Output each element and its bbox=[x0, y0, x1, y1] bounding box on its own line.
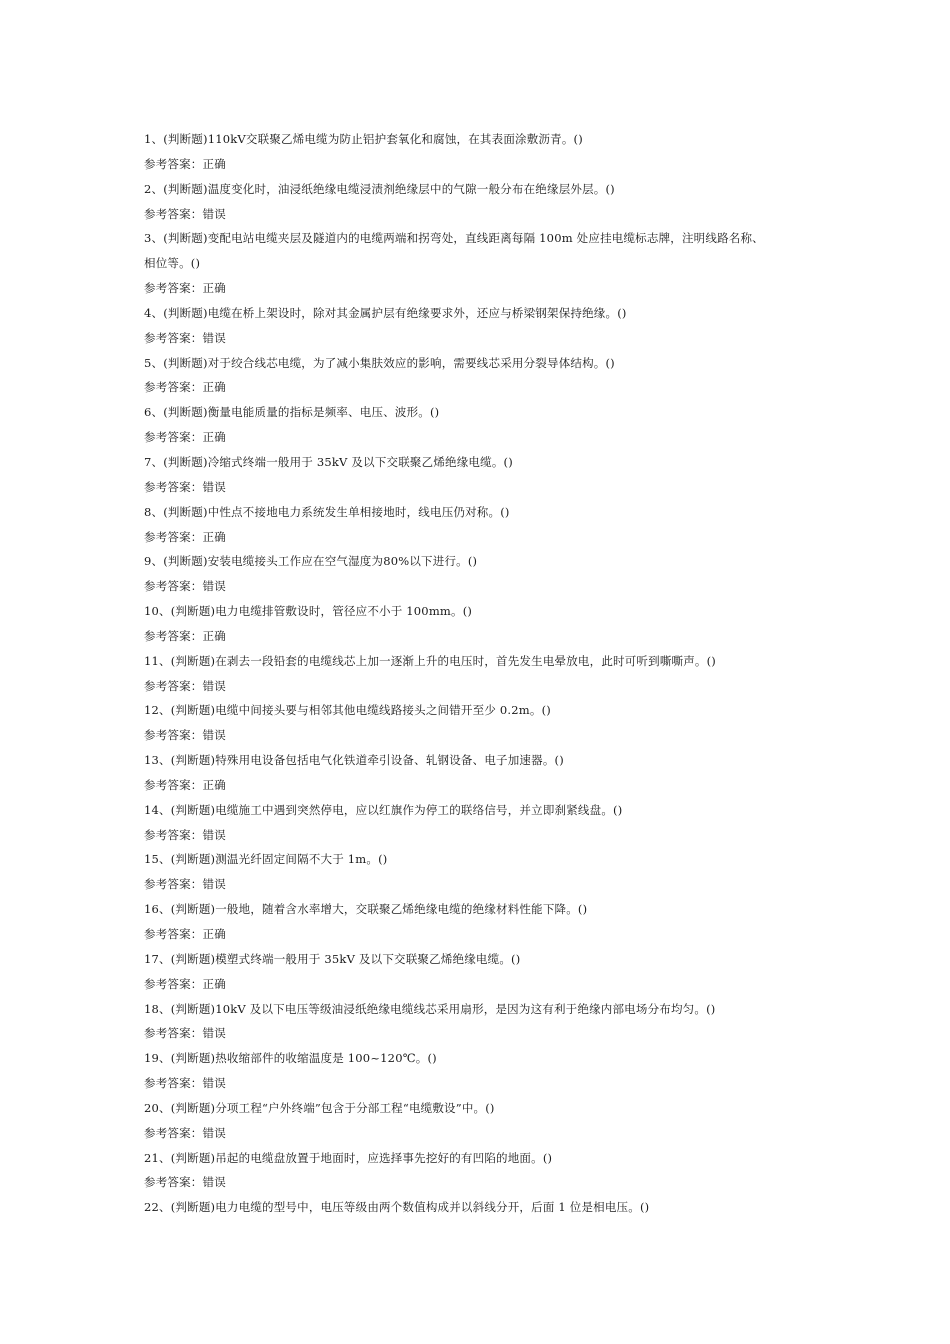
question-type: (判断题) bbox=[170, 951, 216, 966]
question-number: 10、 bbox=[144, 604, 171, 619]
answer-15 bbox=[144, 872, 824, 897]
question-13 bbox=[144, 748, 824, 773]
question-19 bbox=[144, 1046, 824, 1071]
answer-label: 参考答案： bbox=[144, 877, 203, 892]
question-text: 衡量电能质量的指标是频率、电压、波形。() bbox=[207, 405, 440, 420]
answer-label: 参考答案： bbox=[144, 1076, 203, 1091]
answer-1 bbox=[144, 152, 824, 177]
question-number: 22、 bbox=[144, 1200, 171, 1215]
question-number: 5、 bbox=[144, 355, 164, 370]
answer-label: 参考答案： bbox=[144, 430, 203, 445]
question-15 bbox=[144, 847, 824, 872]
question-17 bbox=[144, 947, 824, 972]
answer-value: 正确 bbox=[202, 927, 226, 941]
answer-value: 错误 bbox=[202, 1076, 226, 1091]
question-type: (判断题) bbox=[163, 305, 208, 320]
answer-16 bbox=[144, 922, 824, 947]
question-number: 8、 bbox=[144, 504, 164, 519]
question-type: (判断题) bbox=[170, 1200, 216, 1215]
answer-label: 参考答案： bbox=[144, 927, 203, 941]
answer-label: 参考答案： bbox=[144, 1175, 203, 1190]
answer-value: 错误 bbox=[202, 330, 226, 345]
question-text: 热收缩部件的收缩温度是 100~120℃。() bbox=[215, 1051, 437, 1066]
question-20 bbox=[144, 1096, 824, 1121]
question-number: 13、 bbox=[144, 753, 171, 768]
answer-label: 参考答案： bbox=[144, 579, 203, 594]
question-number: 19、 bbox=[144, 1051, 171, 1066]
question-type: (判断题) bbox=[163, 181, 208, 196]
answer-label: 参考答案： bbox=[144, 628, 203, 643]
answer-value: 错误 bbox=[202, 206, 226, 221]
question-text: 电缆施工中遇到突然停电，应以红旗作为停工的联络信号，并立即刹紧线盘。() bbox=[215, 802, 623, 817]
question-11 bbox=[144, 649, 824, 674]
question-number: 18、 bbox=[144, 1001, 171, 1016]
question-type: (判断题) bbox=[170, 703, 216, 718]
question-text: 冷缩式终端一般用于 35kV 及以下交联聚乙烯绝缘电缆。() bbox=[207, 454, 513, 469]
question-10 bbox=[144, 599, 824, 624]
answer-18 bbox=[144, 1021, 824, 1046]
answer-21 bbox=[144, 1170, 824, 1195]
question-text: 模塑式终端一般用于 35kV 及以下交联聚乙烯绝缘电缆。() bbox=[215, 951, 521, 966]
answer-value: 正确 bbox=[202, 281, 226, 296]
question-type: (判断题) bbox=[163, 405, 208, 420]
answer-label: 参考答案： bbox=[144, 479, 203, 494]
answer-label: 参考答案： bbox=[144, 678, 203, 693]
answer-11 bbox=[144, 674, 824, 699]
question-14 bbox=[144, 798, 824, 823]
answer-8 bbox=[144, 525, 824, 550]
answer-9 bbox=[144, 574, 824, 599]
question-type: (判断题) bbox=[170, 1001, 216, 1016]
document-page bbox=[144, 127, 824, 1220]
question-type: (判断题) bbox=[170, 902, 216, 917]
question-text: 吊起的电缆盘放置于地面时，应选择事先挖好的有凹陷的地面。() bbox=[215, 1150, 553, 1165]
answer-20 bbox=[144, 1121, 824, 1146]
question-number: 3、 bbox=[144, 231, 164, 246]
question-type: (判断题) bbox=[163, 231, 208, 246]
answer-value: 错误 bbox=[202, 827, 226, 842]
question-type: (判断题) bbox=[170, 1051, 216, 1066]
question-18 bbox=[144, 997, 824, 1022]
answer-label: 参考答案： bbox=[144, 330, 203, 345]
answer-label: 参考答案： bbox=[144, 529, 203, 544]
question-text: 电力电缆排管敷设时，管径应不小于 100mm。() bbox=[215, 604, 473, 619]
question-number: 14、 bbox=[144, 802, 171, 817]
answer-value: 错误 bbox=[202, 579, 226, 594]
answer-17 bbox=[144, 972, 824, 997]
question-12 bbox=[144, 698, 824, 723]
question-8 bbox=[144, 500, 824, 525]
question-text: 特殊用电设备包括电气化铁道牵引设备、轧钢设备、电子加速器。() bbox=[215, 753, 564, 768]
question-number: 15、 bbox=[144, 852, 171, 867]
question-text: 110kV交联聚乙烯电缆为防止铝护套氧化和腐蚀，在其表面涂敷沥青。() bbox=[207, 132, 583, 146]
answer-value: 正确 bbox=[202, 430, 226, 445]
answer-value: 正确 bbox=[202, 777, 226, 792]
answer-2 bbox=[144, 202, 824, 227]
answer-value: 错误 bbox=[202, 1175, 226, 1190]
answer-7 bbox=[144, 475, 824, 500]
answer-value: 正确 bbox=[202, 156, 226, 171]
question-text: 中性点不接地电力系统发生单相接地时，线电压仍对称。() bbox=[207, 504, 510, 519]
answer-5 bbox=[144, 375, 824, 400]
question-3 bbox=[144, 226, 824, 251]
question-21 bbox=[144, 1146, 824, 1171]
answer-value: 错误 bbox=[202, 728, 226, 743]
question-type: (判断题) bbox=[170, 753, 216, 768]
question-text: 测温光纤固定间隔不大于 1m。() bbox=[215, 852, 388, 867]
question-type: (判断题) bbox=[170, 802, 216, 817]
answer-value: 错误 bbox=[202, 877, 226, 892]
question-number: 1、 bbox=[144, 132, 164, 146]
answer-label: 参考答案： bbox=[144, 976, 203, 991]
question-text: 安装电缆接头工作应在空气湿度为80%以下进行。() bbox=[207, 554, 478, 569]
question-2 bbox=[144, 177, 824, 202]
answer-label: 参考答案： bbox=[144, 827, 203, 842]
question-number: 12、 bbox=[144, 703, 171, 718]
question-type: (判断题) bbox=[163, 355, 208, 370]
question-1 bbox=[144, 127, 824, 152]
question-3-continued bbox=[144, 251, 824, 276]
question-7 bbox=[144, 450, 824, 475]
answer-value: 正确 bbox=[202, 380, 226, 395]
answer-label: 参考答案： bbox=[144, 156, 203, 171]
question-type: (判断题) bbox=[163, 132, 208, 146]
question-6 bbox=[144, 400, 824, 425]
question-number: 16、 bbox=[144, 902, 171, 917]
answer-value: 错误 bbox=[202, 1125, 226, 1140]
answer-label: 参考答案： bbox=[144, 1125, 203, 1140]
question-number: 4、 bbox=[144, 305, 164, 320]
answer-13 bbox=[144, 773, 824, 798]
answer-3 bbox=[144, 276, 824, 301]
question-text: 一般地，随着含水率增大，交联聚乙烯绝缘电缆的绝缘材料性能下降。() bbox=[215, 902, 588, 917]
answer-label: 参考答案： bbox=[144, 206, 203, 221]
question-text: 电缆在桥上架设时，除对其金属护层有绝缘要求外，还应与桥梁钢架保持绝缘。() bbox=[207, 305, 627, 320]
question-type: (判断题) bbox=[163, 504, 208, 519]
answer-label: 参考答案： bbox=[144, 777, 203, 792]
question-number: 21、 bbox=[144, 1150, 171, 1165]
answer-value: 正确 bbox=[202, 529, 226, 544]
question-16 bbox=[144, 897, 824, 922]
question-number: 2、 bbox=[144, 181, 164, 196]
question-4 bbox=[144, 301, 824, 326]
question-text-continued: 相位等。() bbox=[144, 256, 201, 271]
question-type: (判断题) bbox=[170, 604, 216, 619]
answer-4 bbox=[144, 326, 824, 351]
answer-12 bbox=[144, 723, 824, 748]
answer-value: 错误 bbox=[202, 678, 226, 693]
question-type: (判断题) bbox=[170, 1150, 216, 1165]
question-number: 7、 bbox=[144, 454, 164, 469]
question-text: 分项工程“户外终端”包含于分部工程“电缆敷设”中。() bbox=[215, 1100, 495, 1115]
answer-label: 参考答案： bbox=[144, 281, 203, 296]
answer-value: 正确 bbox=[202, 976, 226, 991]
question-text: 在剥去一段铅套的电缆线芯上加一逐渐上升的电压时，首先发生电晕放电，此时可听到嘶嘶声。() bbox=[215, 653, 716, 668]
answer-19 bbox=[144, 1071, 824, 1096]
answer-14 bbox=[144, 823, 824, 848]
answer-value: 错误 bbox=[202, 1026, 226, 1041]
question-type: (判断题) bbox=[163, 454, 208, 469]
answer-value: 正确 bbox=[202, 628, 226, 643]
answer-label: 参考答案： bbox=[144, 380, 203, 395]
question-text: 10kV 及以下电压等级油浸纸绝缘电缆线芯采用扇形，是因为这有利于绝缘内部电场分布均匀。() bbox=[215, 1001, 716, 1016]
answer-label: 参考答案： bbox=[144, 728, 203, 743]
question-22 bbox=[144, 1195, 824, 1220]
answer-6 bbox=[144, 425, 824, 450]
answer-value: 错误 bbox=[202, 479, 226, 494]
question-text: 电力电缆的型号中，电压等级由两个数值构成并以斜线分开，后面 1 位是相电压。() bbox=[215, 1200, 650, 1215]
answer-10 bbox=[144, 624, 824, 649]
question-type: (判断题) bbox=[163, 554, 208, 569]
question-5 bbox=[144, 351, 824, 376]
question-text: 电缆中间接头要与相邻其他电缆线路接头之间错开至少 0.2m。() bbox=[215, 703, 551, 718]
question-type: (判断题) bbox=[170, 1100, 216, 1115]
question-text: 温度变化时，油浸纸绝缘电缆浸渍剂绝缘层中的气隙一般分布在绝缘层外层。() bbox=[207, 181, 615, 196]
question-number: 20、 bbox=[144, 1100, 171, 1115]
question-number: 6、 bbox=[144, 405, 164, 420]
question-number: 9、 bbox=[144, 554, 164, 569]
question-type: (判断题) bbox=[170, 852, 216, 867]
question-type: (判断题) bbox=[170, 653, 216, 668]
question-text: 对于绞合线芯电缆，为了减小集肤效应的影响，需要线芯采用分裂导体结构。() bbox=[207, 355, 615, 370]
question-number: 17、 bbox=[144, 951, 171, 966]
answer-label: 参考答案： bbox=[144, 1026, 203, 1041]
question-number: 11、 bbox=[144, 653, 171, 668]
question-9 bbox=[144, 549, 824, 574]
question-text: 变配电站电缆夹层及隧道内的电缆两端和拐弯处，直线距离每隔 100m 处应挂电缆标志牌，注明线路名称、 bbox=[207, 231, 764, 246]
